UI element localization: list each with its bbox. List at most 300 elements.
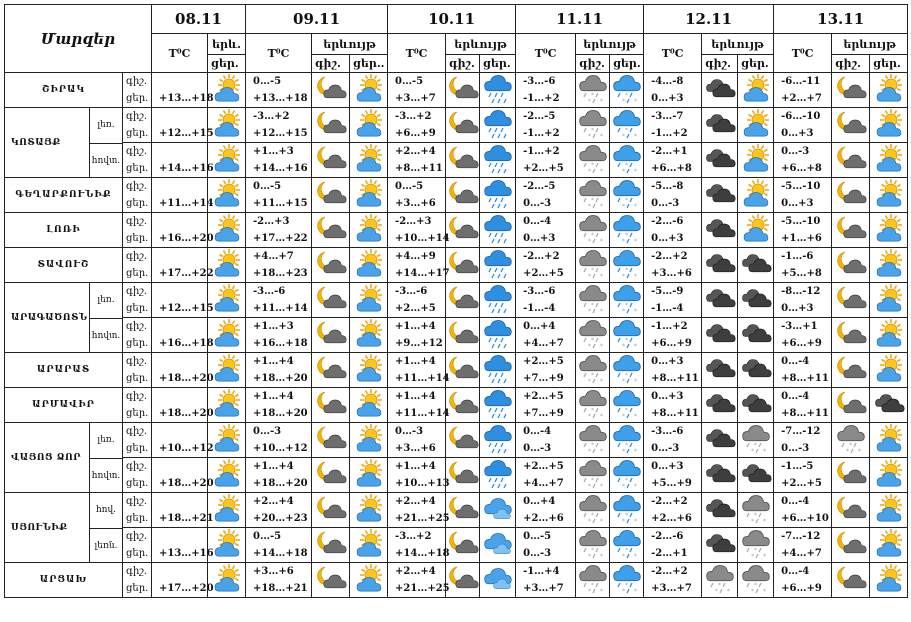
region-label: ԿՈՏԱՅՔ [11,137,61,148]
dark-cloud-icon [702,388,738,423]
night-row-label: գիշ. [126,251,148,262]
temp-header: T⁰C [388,34,446,73]
temp-cell [644,318,702,353]
night-temp: 0…-5 [523,531,552,542]
day-temp: +4…+7 [523,478,564,489]
cloud-icon [480,493,516,528]
svg-text:*: * [753,582,757,589]
night-temp: -1…+2 [523,146,560,157]
temp-cell [774,73,832,108]
day-temp: +6…+8 [651,163,692,174]
snow-icon [576,73,610,108]
night-row-label: գիշ. [126,286,148,297]
rain-icon [480,213,516,248]
svg-text:*: * [590,162,594,169]
sun-cloud-icon [870,563,908,598]
moon-cloud-icon [446,318,480,353]
sun-cloud-icon [870,73,908,108]
night-row-label: գիշ. [126,461,148,472]
temp-cell [388,528,450,563]
temp-cell [152,213,214,248]
day-temp: +11…+14 [253,303,308,314]
night-temp: -1…+2 [651,321,688,332]
svg-text:*: * [750,518,754,525]
day-temp: -1…-4 [523,303,556,314]
subregion-labels [89,423,122,492]
day-temp: +2…+6 [523,513,564,524]
snow-icon [576,248,610,283]
temp-cell [246,458,312,493]
day-temp: +13…+18 [253,93,308,104]
night-subheader: գիշ. [446,55,480,73]
svg-text:*: * [633,308,637,315]
temp-cell [644,143,702,178]
snow-rain-icon [610,563,644,598]
svg-text:*: * [624,92,628,99]
subregion-label: հով. [95,505,117,516]
temp-cell [774,563,832,598]
sun-cloud-icon [350,73,388,108]
subregion-label: հովտ. [90,458,122,494]
svg-text:*: * [624,197,628,204]
region-name: ՇԻՐԱԿ [5,73,123,108]
snow-icon [576,143,610,178]
svg-text:*: * [590,512,594,519]
moon-cloud-icon [446,283,480,318]
temp-cell [388,493,450,528]
day-temp: +2…+5 [395,303,436,314]
temp-cell [516,283,576,318]
dark-cloud-icon [738,283,774,318]
dark-cloud-icon [738,458,774,493]
day-temp: 0…+3 [651,233,684,244]
day-temp: +14…+17 [395,268,450,279]
svg-text:*: * [753,442,757,449]
rain-icon [480,423,516,458]
sun-cloud-icon [870,353,908,388]
night-row-label: գիշ. [126,391,148,402]
sun-cloud-icon [870,423,908,458]
night-row-label: գիշ. [126,496,148,507]
weather-header: երևույթ [832,34,908,55]
temp-cell [246,178,312,213]
svg-text:*: * [633,378,637,385]
day-temp: +3…+6 [395,443,436,454]
day-temp: +18…+20 [159,373,214,384]
day-temp: -1…+2 [523,93,560,104]
day-temp: +6…+9 [395,128,436,139]
svg-text:*: * [599,168,603,175]
night-temp: 0…-4 [781,496,810,507]
rain-icon [480,178,516,213]
day-temp: +16…+18 [159,338,214,349]
svg-text:*: * [621,203,625,210]
day-temp: +17…+20 [159,583,214,594]
day-row-label: ցեր. [126,198,149,209]
region-name [5,283,123,353]
snow-icon [738,563,774,598]
snow-rain-icon [610,318,644,353]
day-temp: +14…+18 [395,548,450,559]
svg-text:*: * [633,203,637,210]
snow-rain-icon [610,108,644,143]
moon-cloud-icon [312,423,350,458]
moon-cloud-icon [312,213,350,248]
temp-cell [516,493,576,528]
night-row-label: գիշ. [126,216,148,227]
moon-cloud-icon [446,178,480,213]
forecast-table [4,4,908,598]
region-label: ՎԱՅՈՑ ՁՈՐ [11,452,82,463]
night-temp: 0…-5 [253,531,282,542]
night-temp: 0…-3 [781,146,810,157]
moon-cloud-icon [312,143,350,178]
temp-cell [152,423,214,458]
day-temp: +8…+11 [781,373,829,384]
day-temp: +3…+7 [651,583,692,594]
sun-cloud-icon [350,493,388,528]
night-subheader: գիշ. [832,55,870,73]
table-row [5,318,908,353]
night-temp: -3…+2 [395,531,432,542]
row-label [123,388,152,423]
svg-text:*: * [624,302,628,309]
night-row-label: գիշ. [126,426,148,437]
row-label [123,143,152,178]
day-temp: +18…+21 [159,513,214,524]
day-row-label: ցեր. [126,233,149,244]
svg-text:*: * [621,553,625,560]
night-temp: +2…+5 [523,461,564,472]
night-row-label: գիշ. [126,111,148,122]
snow-rain-icon [610,143,644,178]
moon-cloud-icon [446,458,480,493]
day-temp: +14…+16 [253,163,308,174]
night-temp: -6…-10 [781,111,821,122]
snow-icon [576,528,610,563]
forecast-body [5,73,908,598]
svg-text:*: * [633,588,637,595]
region-name: ԱՐԱՐԱՏ [5,353,123,388]
day-temp: +9…+12 [395,338,443,349]
moon-cloud-icon [832,353,870,388]
temp-cell [774,458,832,493]
row-label [123,178,152,213]
temp-cell [152,143,214,178]
temp-cell [152,283,214,318]
temp-cell [644,388,702,423]
svg-text:*: * [621,483,625,490]
day-temp: +10…+12 [253,443,308,454]
date-header-5: 13.11 [774,5,908,34]
svg-text:*: * [624,442,628,449]
night-temp: +1…+4 [253,356,294,367]
temp-cell [774,423,832,458]
night-row-label: գիշ. [126,76,148,87]
moon-cloud-icon [832,493,870,528]
temp-cell [246,248,312,283]
night-temp: +1…+3 [253,146,294,157]
moon-cloud-icon [832,248,870,283]
temp-cell [152,248,214,283]
temp-cell [152,73,214,108]
day-row-label: ցեր. [126,93,149,104]
temp-cell [246,353,312,388]
night-temp: +2…+4 [395,566,436,577]
rain-icon [480,283,516,318]
night-temp: 0…+3 [651,391,684,402]
svg-text:*: * [587,378,591,385]
day-temp: +18…+21 [253,583,308,594]
svg-text:*: * [621,273,625,280]
sun-cloud-icon [350,213,388,248]
sun-cloud-icon [350,353,388,388]
sun-cloud-icon [350,283,388,318]
svg-text:*: * [599,378,603,385]
dark-cloud-icon [738,353,774,388]
snow-rain-icon [610,353,644,388]
svg-text:*: * [599,483,603,490]
snow-icon [576,458,610,493]
night-row-label: գիշ. [126,531,148,542]
day-temp: +6…+10 [781,513,829,524]
night-temp: +4…+9 [395,251,436,262]
temp-cell [516,353,576,388]
temp-cell [388,213,450,248]
svg-text:*: * [848,442,852,449]
temp-cell [388,458,450,493]
day-temp: +6…+8 [781,163,822,174]
svg-text:*: * [717,582,721,589]
svg-text:*: * [599,413,603,420]
dark-cloud-icon [702,423,738,458]
dark-cloud-icon [702,318,738,353]
snow-icon [576,493,610,528]
svg-text:*: * [624,372,628,379]
svg-text:*: * [762,553,766,560]
dark-cloud-icon [702,283,738,318]
svg-text:*: * [590,302,594,309]
sun-cloud-icon [350,178,388,213]
night-temp: -2…+2 [651,496,688,507]
rain-icon [480,108,516,143]
day-temp: 0…+3 [781,198,814,209]
snow-rain-icon [610,283,644,318]
day-temp: +6…+9 [781,583,822,594]
subregion-labels [89,493,122,562]
moon-cloud-icon [312,563,350,598]
temp-cell [644,108,702,143]
night-row-label: գիշ. [126,321,148,332]
day-row-label: ցեր. [126,478,149,489]
night-temp: -4…-8 [651,76,684,87]
night-temp: 0…-5 [395,76,424,87]
table-row [5,178,908,213]
svg-text:*: * [587,448,591,455]
temp-cell [774,108,832,143]
moon-cloud-icon [312,318,350,353]
svg-text:*: * [762,588,766,595]
moon-cloud-icon [312,493,350,528]
moon-cloud-icon [832,388,870,423]
night-temp: -5…-9 [651,286,684,297]
subregion-labels [89,283,122,352]
temp-cell [644,493,702,528]
day-subheader: ցեր. [738,55,774,73]
dark-cloud-icon [702,248,738,283]
temp-cell [152,178,214,213]
moon-cloud-icon [446,213,480,248]
day-temp: +8…+11 [651,373,699,384]
day-temp: 0…-3 [523,548,552,559]
sun-cloud-icon [738,213,774,248]
row-label [123,423,152,458]
row-label [123,73,152,108]
cloud-icon [480,528,516,563]
moon-cloud-icon [446,493,480,528]
snow-icon [576,283,610,318]
rain-icon [480,248,516,283]
table-row [5,423,908,458]
svg-text:*: * [750,588,754,595]
svg-text:*: * [590,477,594,484]
night-row-label: գիշ. [126,181,148,192]
region-label: ԱՐԱԳԱԾՈՏՆ [11,312,88,323]
night-temp: -3…-6 [253,286,286,297]
svg-text:*: * [587,413,591,420]
svg-text:*: * [590,92,594,99]
day-row-label: ցեր. [126,513,149,524]
subregion-label: հովտ. [90,318,122,354]
snow-icon [576,213,610,248]
day-temp: +14…+18 [253,548,308,559]
snow-rain-icon [610,388,644,423]
day-subheader: ցեր. [208,55,246,73]
dark-cloud-icon [702,458,738,493]
svg-text:*: * [599,553,603,560]
night-temp: +2…+4 [253,496,294,507]
sun-cloud-icon [870,458,908,493]
svg-text:*: * [633,553,637,560]
temp-cell [152,388,214,423]
moon-cloud-icon [832,458,870,493]
day-temp: +17…+22 [159,268,214,279]
svg-text:*: * [590,407,594,414]
temp-cell [516,178,576,213]
subregion-label: լեռ. [97,435,115,446]
svg-text:*: * [599,308,603,315]
subregion-label: լեռն. [90,528,122,564]
day-temp: +13…+16 [159,548,214,559]
moon-cloud-icon [312,248,350,283]
rain-icon [480,388,516,423]
moon-cloud-icon [832,563,870,598]
day-row-label: ցեր. [126,268,149,279]
moon-cloud-icon [446,563,480,598]
weather-header: երևույթ [446,34,516,55]
subregion-label: լեռ. [97,120,115,131]
night-temp: +2…+4 [395,146,436,157]
dark-cloud-icon [702,353,738,388]
svg-text:*: * [633,168,637,175]
svg-text:*: * [590,547,594,554]
temp-cell [774,283,832,318]
day-temp: +6…+9 [781,338,822,349]
temp-cell [516,248,576,283]
temp-cell [246,143,312,178]
svg-text:*: * [845,448,849,455]
sun-cloud-icon [870,178,908,213]
sun-cloud-icon [870,248,908,283]
night-temp: -2…-5 [523,181,556,192]
row-label [123,493,152,528]
table-row [5,283,908,318]
day-temp: +10…+12 [159,443,214,454]
night-temp: -5…-10 [781,181,821,192]
day-temp: +21…+25 [395,583,450,594]
day-temp: +2…+5 [523,268,564,279]
rain-icon [480,143,516,178]
region-name: ԼՈՌԻ [5,213,123,248]
svg-text:*: * [621,378,625,385]
temp-cell [644,563,702,598]
moon-cloud-icon [446,73,480,108]
table-row [5,353,908,388]
night-row-label: գիշ. [126,356,148,367]
temp-cell [152,528,214,563]
snow-rain-icon [610,458,644,493]
day-temp: -1…+2 [651,128,688,139]
snow-icon [576,563,610,598]
temp-cell [516,528,576,563]
svg-text:*: * [587,168,591,175]
night-temp: +1…+4 [395,461,436,472]
moon-cloud-icon [446,248,480,283]
date-header-4: 12.11 [644,5,774,34]
day-temp: +5…+8 [781,268,822,279]
temp-cell [516,143,576,178]
svg-text:*: * [599,238,603,245]
svg-text:*: * [624,162,628,169]
day-temp: -2…+1 [651,548,688,559]
day-row-label: ցեր. [126,373,149,384]
table-row [5,528,908,563]
svg-text:*: * [590,442,594,449]
day-temp: +21…+25 [395,513,450,524]
svg-text:*: * [624,512,628,519]
day-temp: +4…+7 [523,338,564,349]
night-temp: -1…-5 [781,461,814,472]
night-temp: +4…+7 [253,251,294,262]
day-temp: +11…+15 [253,198,308,209]
snow-icon [832,423,870,458]
page-title: Մարզեր [5,5,152,73]
day-temp: +10…+14 [395,233,450,244]
moon-cloud-icon [312,458,350,493]
temp-header: T⁰C [644,34,702,73]
moon-cloud-icon [312,353,350,388]
svg-text:*: * [621,413,625,420]
night-temp: +1…+4 [395,391,436,402]
temp-cell [388,248,450,283]
temp-cell [152,563,214,598]
day-temp: +8…+11 [395,163,443,174]
night-row-label: գիշ. [126,566,148,577]
svg-text:*: * [750,553,754,560]
moon-cloud-icon [312,73,350,108]
night-subheader: գիշ. [702,55,738,73]
region-label: ՍՅՈՒՆԻՔ [11,522,68,533]
